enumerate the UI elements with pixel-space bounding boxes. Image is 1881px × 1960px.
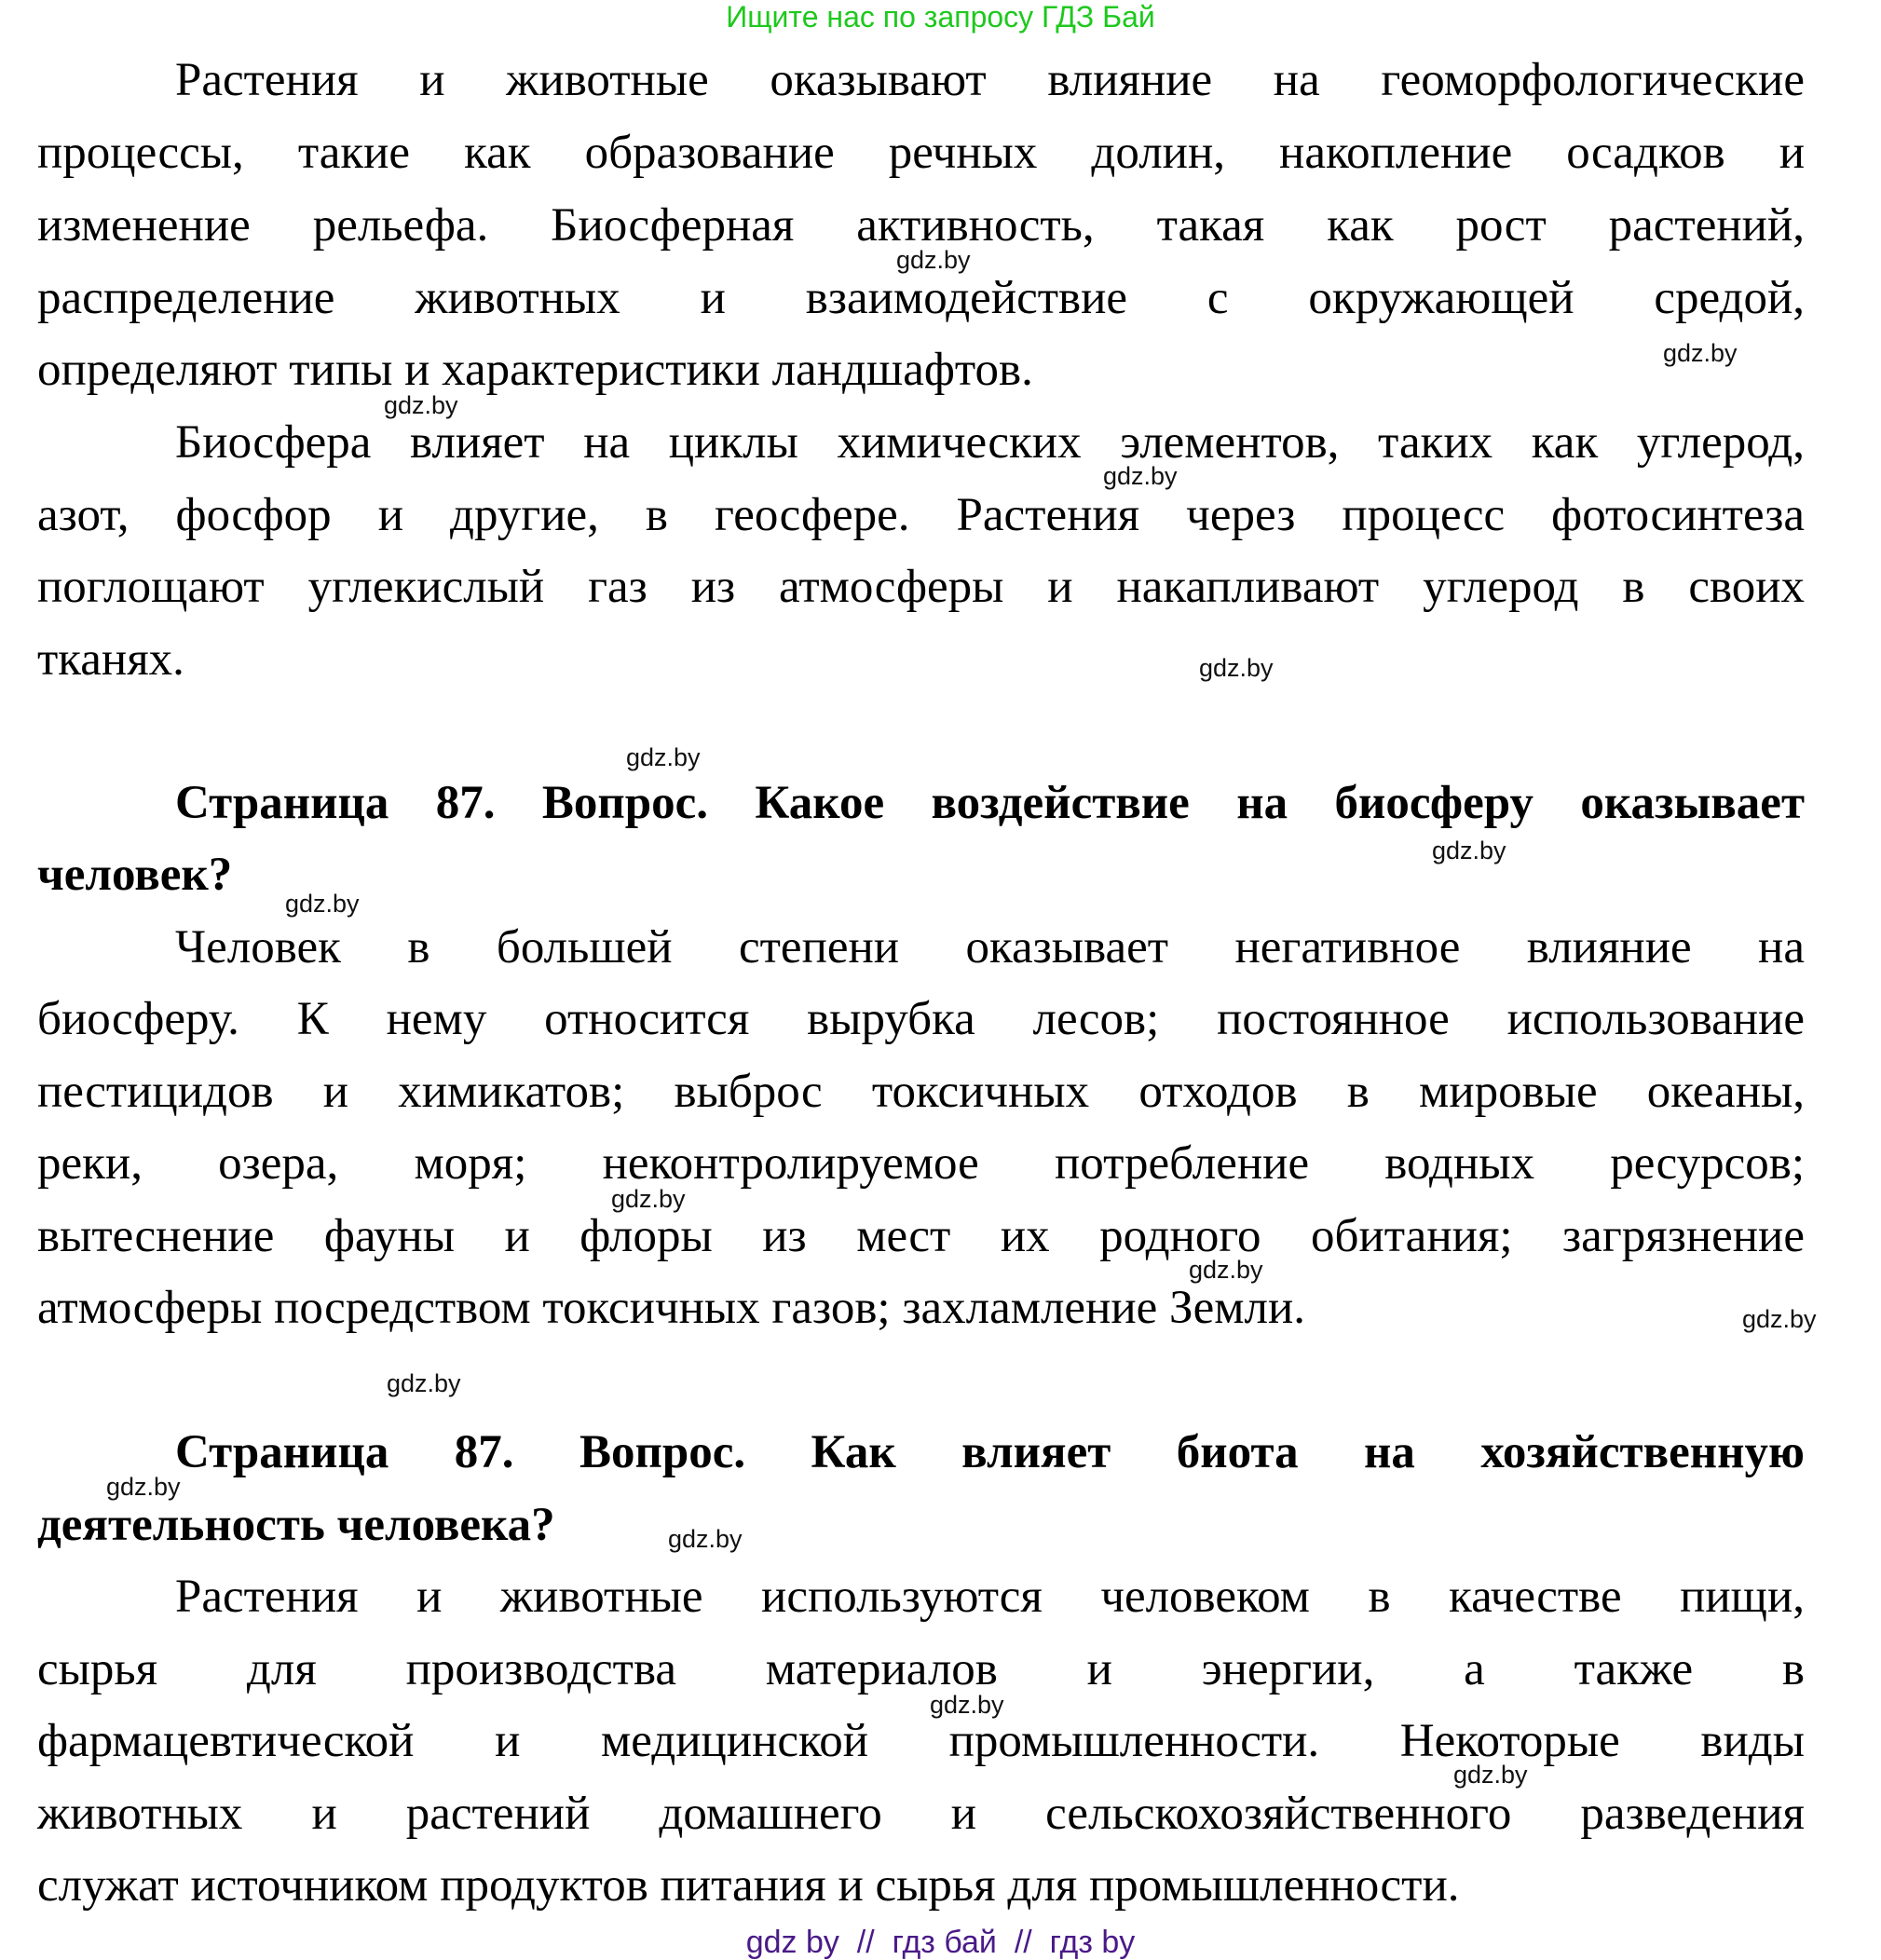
gdz-watermark: gdz.by xyxy=(285,890,360,918)
gdz-watermark: gdz.by xyxy=(1663,339,1738,367)
gdz-watermark: gdz.by xyxy=(668,1525,743,1553)
gdz-watermark: gdz.by xyxy=(1432,837,1506,864)
question-heading-line: Страница 87. Вопрос. Какое воздействие на биосферу оказывает xyxy=(175,777,1805,829)
paragraph-line: азот, фосфор и другие, в геосфере. Растения через процесс фотосинтеза xyxy=(37,489,1805,541)
paragraph-line: поглощают углекислый газ из атмосферы и накапливают углерод в своих xyxy=(37,561,1805,613)
paragraph-line: сырья для производства материалов и энергии, а также в xyxy=(37,1643,1805,1695)
paragraph-line: определяют типы и характеристики ландшафтов. xyxy=(37,344,1033,396)
question-heading-line: Страница 87. Вопрос. Как влияет биота на хозяйственную xyxy=(175,1426,1805,1478)
question-heading-line: человек? xyxy=(37,849,233,901)
gdz-watermark: gdz.by xyxy=(387,1369,461,1397)
paragraph-line: изменение рельефа. Биосферная активность, такая как рост растений, xyxy=(37,199,1805,252)
paragraph-line: Человек в большей степени оказывает негативное влияние на xyxy=(175,921,1805,973)
paragraph-line: служат источником продуктов питания и сырья для промышленности. xyxy=(37,1859,1460,1912)
paragraph-line: процессы, такие как образование речных долин, накопление осадков и xyxy=(37,127,1805,179)
gdz-watermark: gdz.by xyxy=(1103,462,1178,490)
footer-watermark: gdz by // гдз бай // гдз by xyxy=(745,1925,1136,1960)
gdz-watermark: gdz.by xyxy=(930,1691,1004,1719)
question-heading-line: деятельность человека? xyxy=(37,1499,555,1551)
gdz-watermark: gdz.by xyxy=(611,1185,686,1213)
paragraph-line: Биосфера влияет на циклы химических элементов, таких как углерод, xyxy=(175,416,1805,469)
paragraph-line: тканях. xyxy=(37,633,184,686)
gdz-watermark: gdz.by xyxy=(106,1473,181,1501)
search-banner: Ищите нас по запросу ГДЗ Бай xyxy=(726,0,1155,34)
paragraph-line: атмосферы посредством токсичных газов; захламление Земли. xyxy=(37,1282,1305,1334)
gdz-watermark: gdz.by xyxy=(384,391,458,419)
paragraph-line: реки, озера, моря; неконтролируемое потребление водных ресурсов; xyxy=(37,1137,1805,1190)
gdz-watermark: gdz.by xyxy=(1199,654,1274,682)
gdz-watermark: gdz.by xyxy=(1742,1305,1817,1333)
paragraph-line: животных и растений домашнего и сельскохозяйственного разведения xyxy=(37,1788,1805,1840)
paragraph-line: фармацевтической и медицинской промышленности. Некоторые виды xyxy=(37,1715,1805,1767)
gdz-watermark: gdz.by xyxy=(896,246,971,274)
paragraph-line: Растения и животные используются человеком в качестве пищи, xyxy=(175,1571,1805,1623)
paragraph-line: пестицидов и химикатов; выброс токсичных отходов в мировые океаны, xyxy=(37,1066,1805,1118)
paragraph-line: биосферу. К нему относится вырубка лесов; постоянное использование xyxy=(37,993,1805,1045)
paragraph-line: распределение животных и взаимодействие с окружающей средой, xyxy=(37,272,1805,324)
gdz-watermark: gdz.by xyxy=(626,743,701,771)
paragraph-line: вытеснение фауны и флоры из мест их родного обитания; загрязнение xyxy=(37,1210,1805,1262)
gdz-watermark: gdz.by xyxy=(1453,1761,1528,1789)
gdz-watermark: gdz.by xyxy=(1189,1256,1263,1284)
paragraph-line: Растения и животные оказывают влияние на геоморфологические xyxy=(175,54,1805,106)
